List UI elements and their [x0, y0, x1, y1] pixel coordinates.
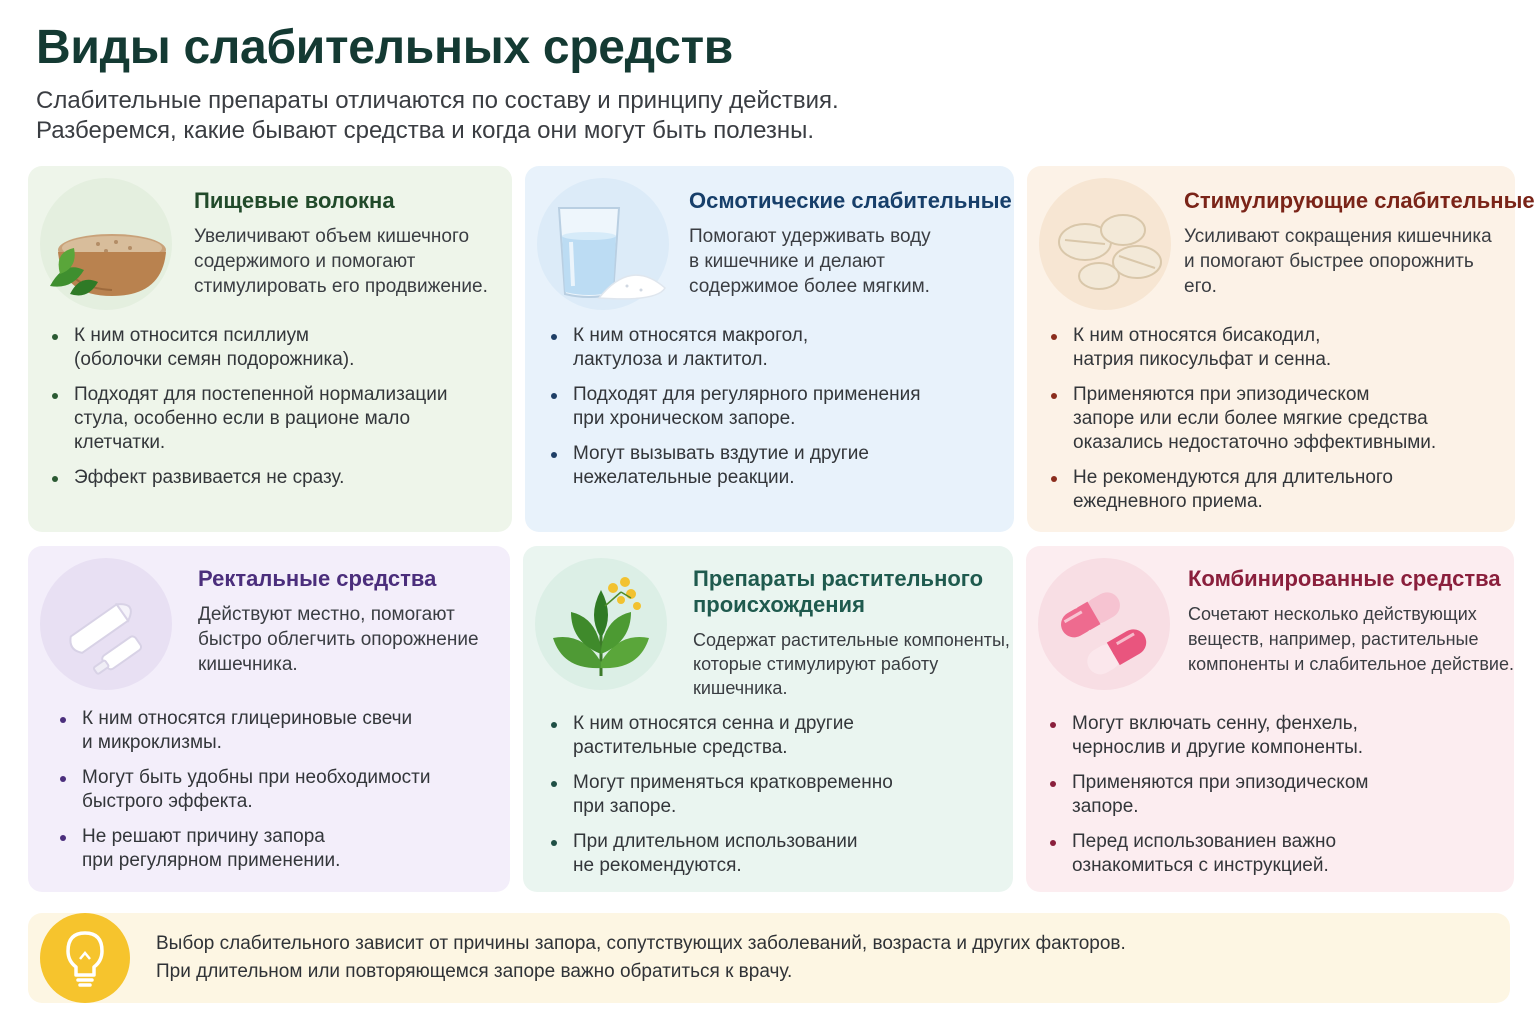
list-item: К ним относятся глицериновые свечи и микроклизмы.: [56, 707, 430, 755]
list-item: Подходят для постепенной нормализации стула, особенно если в рационе мало клетчатки.: [48, 383, 447, 455]
intro-line: Слабительные препараты отличаются по составу и принципу действия.: [36, 87, 839, 114]
bullet-dot: [60, 776, 66, 782]
list-item: К ним относятся макрогол, лактулоза и лактитол.: [547, 324, 920, 372]
intro-text: [36, 86, 839, 146]
list-item: Подходят для регулярного применения при хроническом запоре.: [547, 383, 920, 431]
bullet-dot: [551, 722, 557, 728]
bullet-dot: [551, 334, 557, 340]
card-description: Содержат растительные компоненты, которые стимулируют работу кишечника.: [693, 630, 1010, 698]
bullet-dot: [1050, 781, 1056, 787]
bullet-list: [1046, 712, 1368, 889]
card-description: Усиливают сокращения кишечника и помогают быстрее опорожнить его.: [1184, 226, 1492, 297]
bullet-dot: [551, 781, 557, 787]
bullet-dot: [60, 717, 66, 723]
intro-line: Разберемся, какие бывают средства и когда они могут быть полезны.: [36, 117, 815, 144]
bullet-dot: [551, 452, 557, 458]
bullet-list: [547, 712, 893, 889]
bullet-dot: [1051, 393, 1057, 399]
list-item: При длительном использовании не рекомендуются.: [547, 830, 893, 878]
bullet-list: [1047, 324, 1436, 525]
bullet-dot: [1050, 722, 1056, 728]
card-stimulant: [1027, 166, 1535, 532]
bullet-list: [56, 707, 430, 884]
list-item: Не рекомендуются для длительного ежедневного приема.: [1047, 466, 1436, 514]
list-item: Применяются при эпизодическом запоре.: [1046, 771, 1368, 819]
card-osmotic: [525, 166, 1014, 532]
list-item: Эффект развивается не сразу.: [48, 466, 447, 490]
list-item: Могут вызывать вздутие и другие нежелательные реакции.: [547, 442, 920, 490]
card-title: Комбинированные средства: [1188, 566, 1501, 591]
list-item: К ним относится псиллиум (оболочки семян подорожника).: [48, 324, 447, 372]
list-item: К ним относятся бисакодил, натрия пикосульфат и сенна.: [1047, 324, 1436, 372]
card-fiber: [28, 166, 512, 532]
bullet-dot: [52, 393, 58, 399]
notice-text: Выбор слабительного зависит от причины запора, сопутствующих заболеваний, возраста и других факторов. При длительном или повторяющемся запоре важно обратиться к врачу.: [156, 933, 1126, 982]
bullet-dot: [551, 840, 557, 846]
list-item: Могут включать сенну, фенхель, чернослив и другие компоненты.: [1046, 712, 1368, 760]
bullet-dot: [1051, 334, 1057, 340]
bullet-dot: [551, 393, 557, 399]
card-title: Ректальные средства: [198, 566, 437, 591]
lightbulb-icon: [40, 913, 130, 1003]
card-title: Препараты растительного происхождения: [693, 566, 984, 617]
list-item: Применяются при эпизодическом запоре или если более мягкие средства оказались недостаточно эффективными.: [1047, 383, 1436, 455]
card-description: Действуют местно, помогают быстро облегчить опорожнение кишечника.: [198, 604, 479, 675]
bullet-dot: [52, 476, 58, 482]
list-item: Могут быть удобны при необходимости быстрого эффекта.: [56, 766, 430, 814]
bullet-list: [547, 324, 920, 501]
card-title: Стимулирующие слабительные: [1184, 188, 1535, 213]
card-title: Осмотические слабительные: [689, 188, 1012, 213]
card-rectal: [28, 546, 510, 892]
bullet-dot: [1050, 840, 1056, 846]
bullet-list: [48, 324, 447, 501]
tablets-icon: [1039, 178, 1171, 310]
bullet-dot: [52, 334, 58, 340]
card-description: Сочетают несколько действующих веществ, например, растительные компоненты и слабительное действие.: [1188, 604, 1514, 674]
card-combined: [1026, 546, 1514, 892]
list-item: К ним относятся сенна и другие растительные средства.: [547, 712, 893, 760]
card-description: Помогают удерживать воду в кишечнике и делают содержимое более мягким.: [689, 226, 931, 297]
suppository-icon: [40, 558, 172, 690]
list-item: Не решают причину запора при регулярном применении.: [56, 825, 430, 873]
card-herbal: [523, 546, 1013, 892]
page-title: Виды слабительных средств: [36, 21, 733, 74]
card-title: Пищевые волокна: [194, 188, 395, 213]
fiber-bowl-icon: [40, 178, 172, 310]
list-item: Перед использованиен важно ознакомиться с инструкцией.: [1046, 830, 1368, 878]
bullet-dot: [1051, 476, 1057, 482]
capsules-icon: [1038, 558, 1170, 690]
list-item: Могут применяться кратковременно при запоре.: [547, 771, 893, 819]
card-description: Увеличивают объем кишечного содержимого и помогают стимулировать его продвижение.: [194, 226, 488, 297]
notice-banner: [28, 913, 1510, 1003]
water-glass-icon: [537, 178, 669, 310]
bullet-dot: [60, 835, 66, 841]
herb-leaves-icon: [535, 558, 667, 690]
